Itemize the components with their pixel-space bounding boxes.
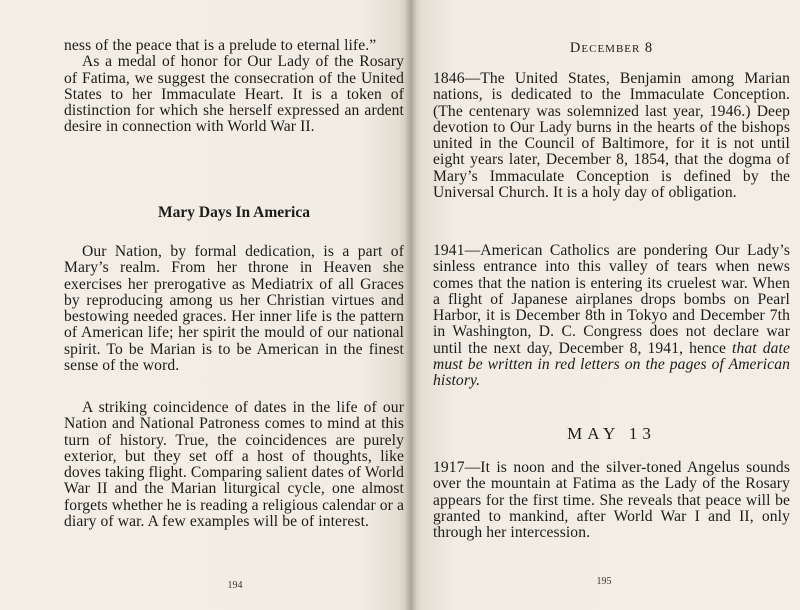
medal-paragraph: As a medal of honor for Our Lady of the Rosary of Fatima, we suggest the consecration of the United States to her Immaculate Heart. It is a token of distinction for which she herself expressed an ardent desire in connection with World War II. <box>64 53 404 136</box>
entry-1917: 1917—It is noon and the silver-toned Angelus sounds over the mountain at Fatima as the Lady of the Rosary appears for the first time. She reveals that peace will be granted to mankind, after World War I and II, only through her intercession. <box>433 459 790 542</box>
coincidence-paragraph-block <box>64 400 404 530</box>
nation-paragraph: Our Nation, by formal dedication, is a part of Mary’s realm. From her throne in Heaven she exercises her prerogative as Mediatrix of all Graces by reproducing among us her Christian virtues and bestowing needed graces. Her inner life is the pattern of American life; her spirit the mould of our national spirit. To be Marian is to be American in the finest sense of the word. <box>64 243 404 375</box>
nation-paragraph-block <box>64 244 404 374</box>
running-head: DECEMBER 8 <box>569 40 654 56</box>
entry-1846-block <box>433 71 790 201</box>
left-page-top-paragraph <box>64 38 404 136</box>
entry-1917-block <box>433 460 790 541</box>
section-heading-block <box>64 204 404 222</box>
right-page <box>411 0 800 610</box>
entry-1846: 1846—The United States, Benjamin among Marian nations, is dedicated to the Immaculate Conception. (The centenary was solemnized last year, 1946.) Deep devotion to Our Lady burns in the hearts of the bishops united in the Council of Baltimore, for it is not until eight years later, December 8, 1854, that the dogma of Mary’s Immaculate Conception is defined by the Universal Church. It is a holy day of obligation. <box>433 70 790 202</box>
coincidence-paragraph: A striking coincidence of dates in the life of our Nation and National Patroness comes to mind at this turn of history. True, the coincidences are purely exterior, but they set off a host of thoughts, like doves taking flight. Comparing salient dates of World War II and the Marian liturgical cycle, one almost forgets whether he is reading a religious calendar or a diary of war. A few examples will be of interest. <box>64 399 404 531</box>
entry-1941-text: 1941—American Catholics are pondering Our Lady’s sinless entrance into this valley of tears when news comes that the nation is entering its cruelest war. When a flight of Japanese airplanes drops bombs on Pearl Harbor, it is December 8th in Tokyo and December 7th in Washington, D. C. Congress does not declare war until the next day, December 8, 1941, hence <box>433 242 790 357</box>
date-subheading: MAY 13 <box>567 424 656 443</box>
entry-1941 <box>433 243 790 390</box>
section-heading: Mary Days In America <box>158 204 310 221</box>
entry-1941-block <box>433 243 790 390</box>
entry-1941-italic: that date must be written in red letters on the pages of American history. <box>433 339 790 390</box>
page-number-left: 194 <box>227 580 243 591</box>
book-gutter <box>405 0 417 610</box>
continued-paragraph: ness of the peace that is a prelude to eternal life.” <box>64 37 377 54</box>
page-number-right: 195 <box>596 576 612 587</box>
running-head-block <box>433 40 790 57</box>
subhead-block <box>433 424 790 444</box>
